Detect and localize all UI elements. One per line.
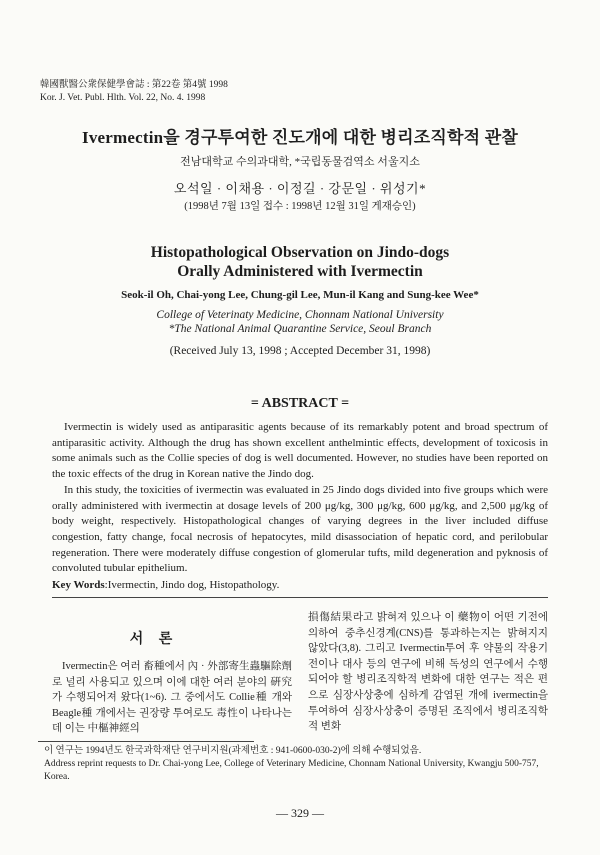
footnote-rule (38, 741, 254, 742)
footnote (44, 745, 554, 784)
korean-authors: 오석일 · 이채용 · 이정길 · 강문일 · 위성기* (173, 181, 427, 196)
english-title-line2: Orally Administered with Ivermectin (177, 263, 423, 280)
footnote-address: Address reprint requests to Dr. Chai-yong Lee, College of Veterinary Medicine, Chonnam National University, Kwangju 500-757, Korea. (44, 759, 539, 782)
journal-citation (40, 79, 228, 104)
abstract-paragraph-2: In this study, the toxicities of ivermectin was evaluated in 25 Jindo dogs divided into five groups which were orally administered with ivermectin at dosage levels of 200 μg/kg, 300 μg/kg, 600 μg/kg, and 2,500 μg/kg of body weight, respectively. Histopathological changes of varying degrees in the liver included diffuse congestion, fatty change, focal necrosis of hepatocytes, mild disassociation of hepatic cord, and perilobular regeneration. There were moderately diffuse congestion of glomerular tufts, mild degeneration and pyknosis of convoluted tubular epithelium. (52, 483, 548, 575)
abstract-paragraph-1: Ivermectin is widely used as antiparasitic agents because of its remarkably potent and broad spectrum of antiparasitic activity. Although the drug has shown excellent anthelmintic effects, development of toxicosis in some animals such as the Collie species of dog is well documented. However, no studies have been reported on the toxic effects of the drug in Korean native the Jindo dog. (52, 421, 548, 481)
keywords (52, 579, 279, 591)
english-title-line1: Histopathological Observation on Jindo-dogs (150, 244, 450, 261)
english-title (0, 243, 600, 281)
english-affiliation-line2: *The National Animal Quarantine Service, Seoul Branch (168, 323, 432, 335)
korean-received-date: (1998년 7월 13일 접수 : 1998년 12월 31일 게재승인) (184, 201, 416, 212)
intro-right-text: 損傷結果라고 밝혀져 있으나 이 藥物이 어떤 기전에 의하여 중추신경계(CNS)를 통과하는지는 밝혀지지 않았다(3,8). 그리고 Ivermectin투여 후 약물의 작용기전이나 대사 등의 연구에 비해 독성의 연구에서 수행되어야 할 병리조직학적 변화에 대한 연구는 적은 편으로 심장사상충에 심하게 감염된 개에 ivermectin을 투여하여 심장사상충이 증명된 조직에서 병리조직학적 변화 (308, 612, 548, 733)
footnote-funding: 이 연구는 1994년도 한국과학재단 연구비지원(과제번호 : 941-0600-030-2)에 의해 수행되었음. (44, 746, 422, 756)
korean-title: Ivermectin을 경구투여한 진도개에 대한 병리조직학적 관찰 (82, 128, 518, 147)
page-number: — 329 — (276, 806, 324, 820)
abstract-body (52, 420, 548, 577)
keywords-values: :Ivermectin, Jindo dog, Histopathology. (104, 579, 280, 591)
intro-right-column (308, 610, 548, 735)
english-authors: Seok-il Oh, Chai-yong Lee, Chung-gil Lee, Mun-il Kang and Sung-kee Wee* (121, 289, 479, 301)
journal-citation-korean: 韓國獸醫公衆保健學會誌 : 第22卷 第4號 1998 (40, 80, 228, 90)
intro-left-text: Ivermectin은 여러 畜種에서 內 · 外部寄生蟲驅除劑로 널리 사용되고 있으며 이에 대한 여러 분야의 硏究가 수행되어져 왔다(1~6). 그 중에서도 Collie種 개와 Beagle種 개에서는 권장량 투여로도 毒性이 나타나는데 이는 中樞神經의 (52, 661, 292, 735)
intro-heading: 서 론 (129, 632, 179, 647)
abstract-heading: = ABSTRACT = (250, 396, 350, 411)
journal-citation-english: Kor. J. Vet. Publ. Hlth. Vol. 22, No. 4. 1998 (40, 92, 206, 103)
keywords-label: Key Words (52, 579, 105, 591)
korean-affiliation: 전남대학교 수의과대학, *국립동물검역소 서울지소 (180, 156, 420, 168)
english-affiliation-line1: College of Veterinaty Medicine, Chonnam National University (156, 309, 444, 321)
english-affiliation (0, 308, 600, 336)
english-received-date: (Received July 13, 1998 ; Accepted December 31, 1998) (169, 345, 431, 357)
abstract-divider (52, 597, 548, 598)
intro-left-column (52, 659, 292, 737)
